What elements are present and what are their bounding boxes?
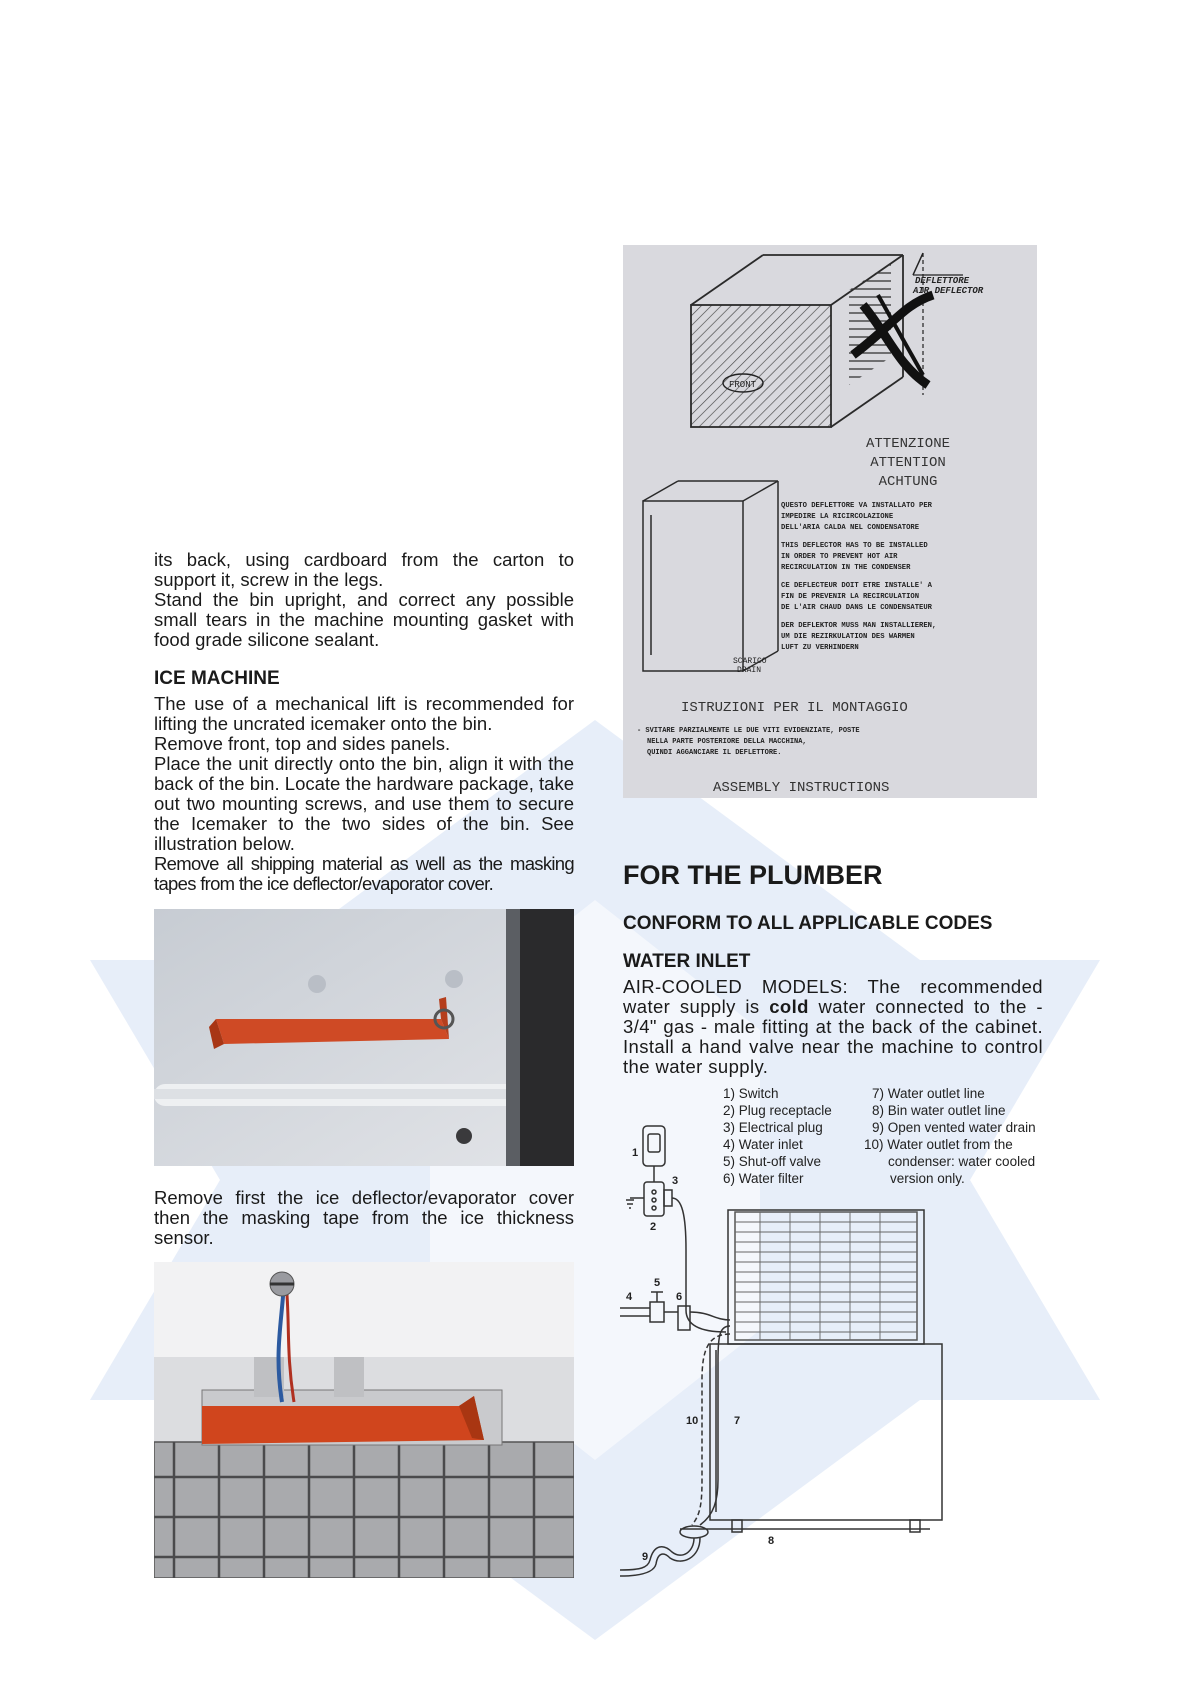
assembly-en: ASSEMBLY INSTRUCTIONS (713, 780, 890, 796)
text-de-2: UM DIE REZIRKULATION DES WARMEN (781, 633, 915, 641)
text-it-3: DELL'ARIA CALDA NEL CONDENSATORE (781, 524, 920, 532)
diagram-number: 10 (686, 1415, 699, 1427)
label-drain-en: DRAIN (737, 666, 762, 675)
diagram-number: 3 (672, 1175, 679, 1187)
legend-item: 9) Open vented water drain (872, 1120, 1036, 1135)
text-de-3: LUFT ZU VERHINDERN (781, 644, 859, 652)
assembly-it: ISTRUZIONI PER IL MONTAGGIO (681, 700, 908, 716)
paragraph-cardboard: its back, using cardboard from the carton to support it, screw in the legs. (154, 549, 574, 590)
heading-water-inlet: WATER INLET (623, 951, 751, 972)
legend-item: version only. (890, 1171, 965, 1186)
legend-item: 6) Water filter (723, 1171, 804, 1186)
text-de-1: DER DEFLEKTOR MUSS MAN INSTALLIEREN, (781, 622, 937, 630)
paragraph-mechanical-lift: The use of a mechanical lift is recommended for lifting the uncrated icemaker onto the bin. (154, 693, 574, 734)
label-deflector: DEFLETTORE (915, 276, 970, 286)
legend-item: 2) Plug receptacle (723, 1103, 832, 1118)
text-fr-1: CE DEFLECTEUR DOIT ETRE INSTALLE' A (781, 582, 932, 590)
diagram-number: 4 (626, 1291, 633, 1303)
diagram-number: 9 (642, 1551, 649, 1563)
legend-item: 7) Water outlet line (872, 1086, 985, 1101)
legend-item: condenser: water cooled (888, 1154, 1036, 1169)
legend-item: 3) Electrical plug (723, 1120, 823, 1135)
text-it-1: QUESTO DEFLETTORE VA INSTALLATO PER (781, 502, 932, 510)
heading-ice-machine: ICE MACHINE (154, 668, 280, 689)
photo-ice-thickness-sensor (154, 1262, 574, 1578)
paragraph-bin-upright: Stand the bin upright, and correct any possible small tears in the machine mounting gasket with food grade silicone sealant. (154, 589, 574, 650)
diagram-number: 2 (650, 1221, 657, 1233)
label-front: FRONT (729, 380, 757, 390)
emphasis-cold: cold (769, 996, 809, 1017)
paragraph-water-inlet: AIR-COOLED MODELS: The recommended water supply is cold water connected to the - 3/4" gas - male fitting at the back of the cabinet. Install a hand valve near the machine to control the water supply. (623, 976, 1043, 1077)
text-en-3: RECIRCULATION IN THE CONDENSER (781, 564, 911, 572)
paragraph-remove-first: Remove first the ice deflector/evaporator cover then the masking tape from the ice thickness sensor. (154, 1187, 574, 1248)
assembly-body-2: NELLA PARTE POSTERIORE DELLA MACCHINA, (647, 738, 807, 746)
assembly-body-3: QUINDI AGGANCIARE IL DEFLETTORE. (647, 749, 782, 757)
diagram-number: 7 (734, 1415, 741, 1427)
assembly-body-1: - SVITARE PARZIALMENTE LE DUE VITI EVIDENZIATE, POSTE (637, 727, 860, 735)
photo-deflector-sign (623, 245, 1037, 798)
legend-item: 8) Bin water outlet line (872, 1103, 1006, 1118)
text-it-2: IMPEDIRE LA RICIRCOLAZIONE (781, 513, 894, 521)
label-drain-it: SCARICO (733, 657, 767, 666)
right-column (623, 860, 1043, 1077)
legend-item: 1) Switch (723, 1086, 779, 1101)
legend-item: 10) Water outlet from the (864, 1137, 1013, 1152)
photo-deflector-tape (154, 909, 574, 1166)
diagram-number: 5 (654, 1277, 661, 1289)
diagram-number: 6 (676, 1291, 683, 1303)
warning-it: ATTENZIONE (865, 436, 951, 452)
paragraph-shipping-material: Remove all shipping material as well as the masking tapes from the ice deflector/evaporator cover. (154, 853, 574, 894)
text-en-1: THIS DEFLECTOR HAS TO BE INSTALLED (781, 542, 928, 550)
paragraph-place-unit: Place the unit directly onto the bin, align it with the back of the bin. Locate the hardware package, take out two mounting screws, and use them to secure the Icemaker to the two sides of the bin. See illustration below. (154, 753, 574, 854)
paragraph-remove-panels: Remove front, top and sides panels. (154, 733, 451, 754)
plumbing-diagram (620, 1120, 1040, 1580)
label-air-deflector: AIR DEFLECTOR (913, 286, 984, 296)
heading-for-the-plumber: FOR THE PLUMBER (623, 860, 883, 890)
text-fr-2: FIN DE PREVENIR LA RECIRCULATION (781, 593, 920, 601)
legend-item: 4) Water inlet (723, 1137, 803, 1152)
text-en-2: IN ORDER TO PREVENT HOT AIR (781, 553, 898, 561)
legend-item: 5) Shut-off valve (723, 1154, 822, 1169)
heading-conform-codes: CONFORM TO ALL APPLICABLE CODES (623, 913, 993, 934)
text-fr-3: DE L'AIR CHAUD DANS LE CONDENSATEUR (781, 604, 932, 612)
warning-en: ATTENTION (870, 455, 946, 471)
diagram-number: 8 (768, 1535, 775, 1547)
diagram-number: 1 (632, 1147, 639, 1159)
warning-de: ACHTUNG (878, 474, 938, 490)
left-column (154, 550, 574, 894)
